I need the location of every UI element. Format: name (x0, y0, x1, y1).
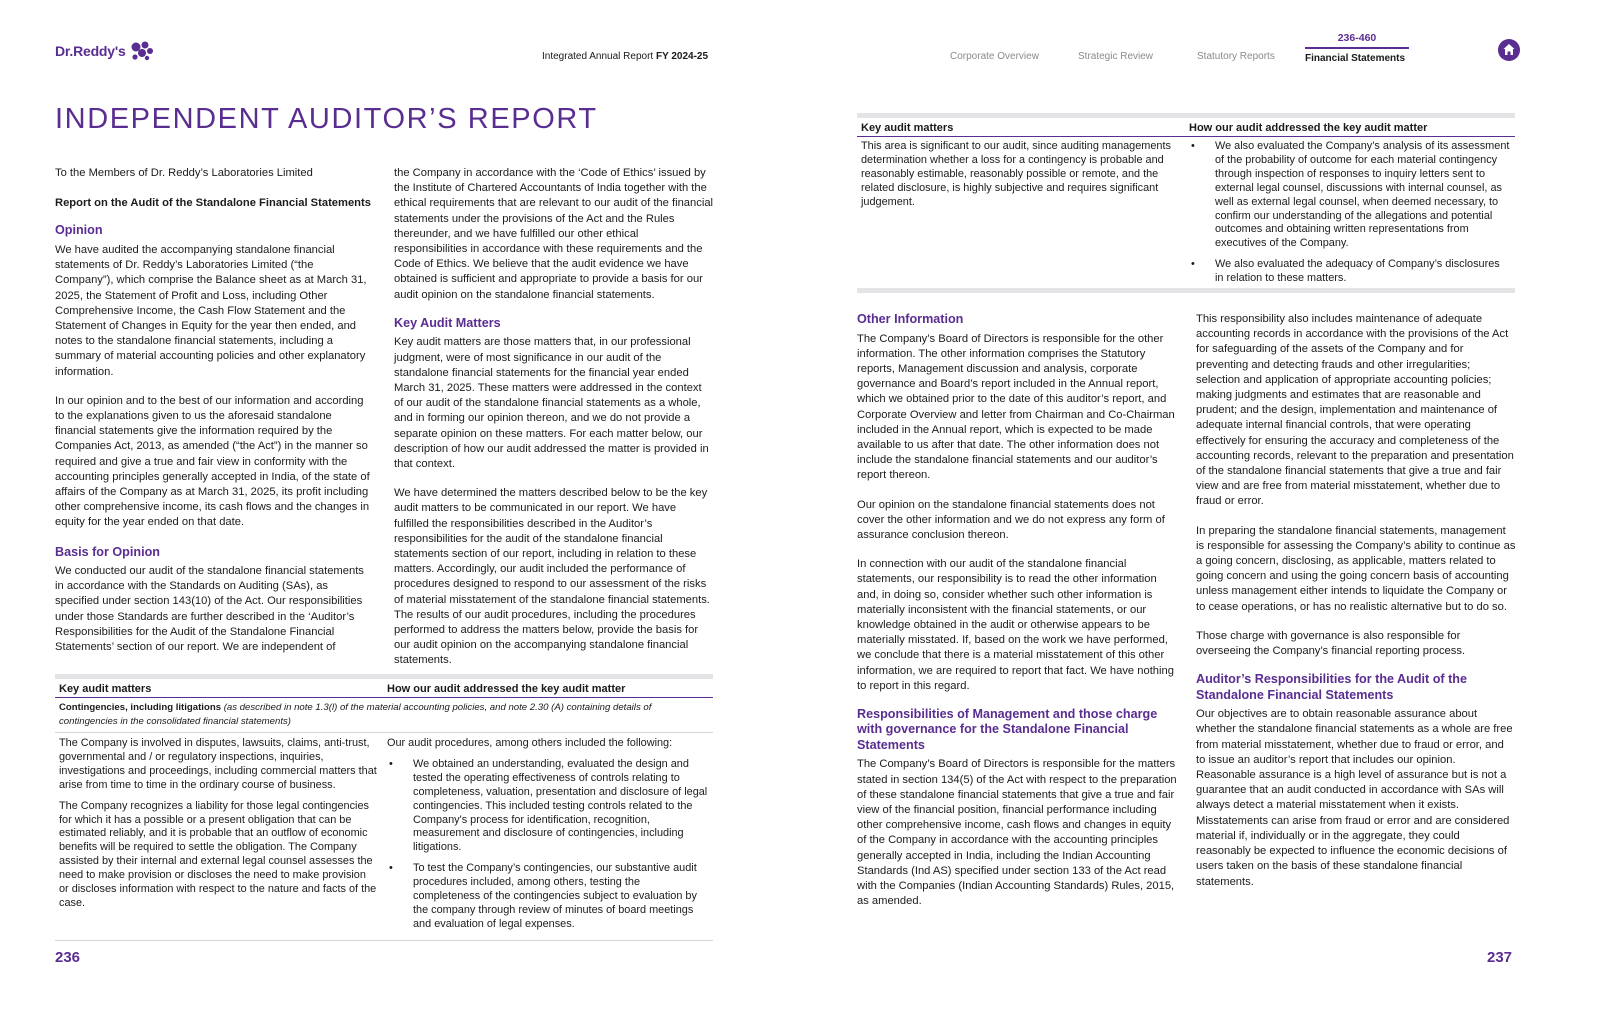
page-title: INDEPENDENT AUDITOR’S REPORT (55, 103, 598, 135)
nav-corporate-overview[interactable]: Corporate Overview (950, 51, 1039, 62)
table-cell-how-right (1189, 140, 1511, 288)
left-column-1 (55, 166, 375, 670)
left-column-2 (394, 166, 714, 684)
logo-text: Dr.Reddy's (55, 43, 126, 59)
nav-financial-statements[interactable] (1305, 32, 1409, 64)
responsibility-paragraph-1: This responsibility also includes maintenance of adequate accounting records in accordance with the provisions of the Act for safeguarding of the assets of the Company and for preventing and detecting frauds and other irregularities; selection and application of appropriate accounting policies; making judgments and estimates that are reasonable and prudent; and the design, implementation and maintenance of adequate internal financial controls, that were operating effectively for ensuring the accuracy and completeness of the accounting records, relevant to the preparation and presentation of the standalone financial statements that give a true and fair view and are free from material misstatement, whether due to fraud or error. (1196, 313, 1514, 508)
other-info-paragraph-1: The Company’s Board of Directors is responsible for the other information. The other information comprises the Statutory reports, Management discussion and analysis, corporate governance and Board’s report included in the Annual report, which we obtained prior to the date of this auditor’s report, and Corporate Overview and letter from Chairman and Co-Chairman included in the Annual report, which is expected to be made available to us after that date. The other information does not include the standalone financial statements and our auditor’s report thereon. (857, 332, 1175, 482)
other-info-paragraph-3: In connection with our audit of the standalone financial statements, our responsibility is to read the other information and, in doing so, consider whether such other information is materially inconsistent with the financial statements, or our knowledge obtained in the audit or otherwise appears to be materially misstated. If, based on the work we have performed, we conclude that there is a material misstatement of this other information, we are required to report that fact. We have nothing to report in this regard. (857, 558, 1174, 692)
nav-underline (1305, 47, 1409, 49)
table-how-bullet-2: • To test the Company’s contingencies, our substantive audit procedures included, among others, testing the completeness of the contingencies subject to evaluation by the company through review of minutes of board meetings and evaluation of legal expenses. (387, 862, 709, 932)
right-column-1 (857, 312, 1179, 925)
table-kam-paragraph-1: The Company is involved in disputes, lawsuits, claims, anti-trust, governmental and / or regulatory inspections, inquiries, investigations and proceedings, including commercial matters that arise from time to time in the ordinary course of business. (59, 737, 377, 791)
nav-financial-statements-label: Financial Statements (1305, 53, 1406, 64)
report-title-text: Integrated Annual Report (542, 51, 656, 62)
kam-heading: Key Audit Matters (394, 315, 501, 330)
responsibility-paragraph-3: Those charge with governance is also responsible for overseeing the Company’s financial reporting process. (1196, 629, 1466, 658)
table-header-row (55, 679, 713, 697)
table-header-how-right: How our audit addressed the key audit matter (1189, 122, 1428, 134)
kam-paragraph-1: Key audit matters are those matters that, in our professional judgment, were of most significance in our audit of the standalone financial statements for the financial year ended March 31, 2025. These matters were addressed in the context of our audit of the standalone financial statements as a whole, and in forming our opinion thereon, and we do not provide a separate opinion on these matters. For each matter below, our description of how our audit addressed the matter is provided in that context. (394, 336, 709, 470)
kam-paragraph-2: We have determined the matters described below to be the key audit matters to be communicated in our report. We have fulfilled the responsibilities described in the Auditor’s responsibilities for the audit of the standalone financial statements section of our report, including in relation to these matters. Accordingly, our audit included the performance of procedures designed to respond to our assessment of the risks of material misstatement of the standalone financial statements. The results of our audit procedures, including the procedures performed to address the matters below, provide the basis for our audit opinion on the accompanying standalone financial statements. (394, 487, 710, 667)
home-icon (1498, 39, 1520, 61)
basis-paragraph: We conducted our audit of the standalone financial statements in accordance with the Standards on Auditing (SAs), as specified under section 143(10) of the Act. Our responsibilities under those Standards are further described in the ‘Auditor’s Responsibilities for the Audit of the Standalone Financial Statements’ section of our report. We are independent of (55, 565, 364, 654)
logo[interactable] (55, 40, 155, 62)
table-bottom-rule (55, 940, 713, 941)
table-cell-kam-right: This area is significant to our audit, since auditing managements determination whether a loss for a contingency is probable and reasonably estimable, reasonably possible or remote, and the related disclosure, is highly subjective and requires significant judgement. (861, 140, 1171, 208)
table-header-kam: Key audit matters (59, 683, 152, 695)
page-number-right: 237 (1487, 949, 1513, 966)
logo-mark-icon (129, 40, 155, 62)
responsibilities-heading: Responsibilities of Management and those charge with governance for the Standalone Financial Statements (857, 706, 1158, 752)
table-how-list (387, 758, 709, 932)
page-range: 236-460 (1337, 32, 1377, 44)
table-header-how: How our audit addressed the key audit matter (387, 683, 626, 695)
basis-heading: Basis for Opinion (55, 544, 160, 559)
nav-strategic-review[interactable]: Strategic Review (1078, 51, 1154, 62)
report-year: FY 2024-25 (655, 51, 709, 62)
responsibilities-paragraph: The Company’s Board of Directors is responsible for the matters stated in section 134(5) of the Act with respect to the preparation of these standalone financial statements that give a true and fair view of the financial position, financial performance including other comprehensive income, cash flows and changes in equity of the Company in accordance with the accounting principles generally accepted in India, including the Indian Accounting Standards (Ind AS) specified under section 133 of the Act read with the Companies (Indian Accounting Standards) Rules, 2015, as amended. (857, 758, 1177, 908)
table-how-list-right (1189, 140, 1511, 286)
opinion-paragraph-2: In our opinion and to the best of our information and according to the explanations given to us the aforesaid standalone financial statements give the information required by the Companies Act, 2013, as amended (“the Act”) in the manner so required and give a true and fair view in conformity with the accounting principles generally accepted in India, of the state of affairs of the Company as at March 31, 2025, its profit including other comprehensive income, its cash flows and the changes in equity for the year ended on that date. (55, 394, 370, 529)
table-kam-paragraph-2: The Company recognizes a liability for those legal contingencies for which it has a possible or a present obligation that can be estimated reliably, and it is probable that an outflow of economic benefits will be required to settle the obligation. The Company assisted by their internal and external legal counsel assesses the need to make provision or discloses the need to make provision or discloses information with respect to the nature and facts of the case. (59, 799, 377, 909)
nav-statutory-reports[interactable]: Statutory Reports (1197, 51, 1275, 62)
kam-table-right (857, 113, 1515, 293)
table-bottombar-right (857, 288, 1515, 293)
table-row-title (55, 698, 713, 732)
auditor-responsibilities-heading: Auditor’s Responsibilities for the Audit of the Standalone Financial Statements (1196, 672, 1467, 702)
report-heading: Report on the Audit of the Standalone Financial Statements (55, 197, 371, 210)
page-number-left: 236 (55, 949, 81, 966)
table-header-row-right (857, 118, 1515, 136)
table-header-kam-right: Key audit matters (861, 122, 954, 134)
row-title-note: (as described in note 1.3(l) of the material accounting policies, and note 2.30 (A) containing details of contingencies in the consolidated financial statements) (59, 702, 652, 727)
table-cell-how (387, 737, 709, 939)
report-title (542, 51, 708, 62)
other-info-paragraph-2: Our opinion on the standalone financial statements does not cover the other information and we do not express any form of assurance conclusion thereon. (857, 498, 1165, 541)
ethics-paragraph: the Company in accordance with the ‘Code of Ethics’ issued by the Institute of Chartered Accountants of India together with the ethical requirements that are relevant to our audit of the financial statements under the provisions of the Act and the Rules thereunder, and we have fulfilled our other ethical responsibilities in accordance with these requirements and the Code of Ethics. We believe that the audit evidence we have obtained is sufficient and appropriate to provide a basis for our audit opinion on the standalone financial statements. (394, 167, 714, 301)
auditor-responsibilities-paragraph: Our objectives are to obtain reasonable assurance about whether the standalone financial statements as a whole are free from material misstatement, whether due to fraud or error, and to issue an auditor’s report that includes our opinion. Reasonable assurance is a high level of assurance but is not a guarantee that an audit conducted in accordance with SAs will always detect a material misstatement when it exists. Misstatements can arise from fraud or error and are considered material if, individually or in the aggregate, they could reasonably be expected to influence the economic decisions of users taken on the basis of these standalone financial statements. (1196, 708, 1513, 888)
table-how-bullet-1: • We obtained an understanding, evaluated the design and tested the operating effectiveness of controls relating to completeness, valuation, presentation and disclosure of legal contingencies. This included testing controls related to the Company's process for identification, recognition, measurement and disclosure of contingencies, including litigations. (387, 758, 709, 855)
kam-table-left (55, 674, 713, 941)
row-title: Contingencies, including litigations (59, 702, 222, 713)
table-row (55, 733, 713, 939)
other-info-heading: Other Information (857, 312, 964, 326)
right-column-2 (1196, 312, 1516, 905)
table-cell-kam (59, 737, 387, 939)
responsibility-paragraph-2: In preparing the standalone financial statements, management is responsible for assessing the Company’s ability to continue as a going concern, disclosing, as applicable, matters related to going concern and using the going concern basis of accounting unless management either intends to liquidate the Company or to cease operations, or has no realistic alternative but to do so. (1196, 524, 1516, 613)
to-members: To the Members of Dr. Reddy’s Laboratories Limited (55, 167, 313, 179)
table-row-right (857, 137, 1515, 288)
table-how-bullet-right-2: • We also evaluated the adequacy of Company’s disclosures in relation to these matters. (1189, 258, 1511, 286)
table-how-intro: Our audit procedures, among others included the following: (387, 737, 673, 749)
home-button[interactable] (1498, 39, 1520, 61)
opinion-paragraph-1: We have audited the accompanying standalone financial statements of Dr. Reddy’s Laboratories Limited (“the Company”), which comprise the Balance sheet as at March 31, 2025, the Statement of Profit and Loss, including Other Comprehensive Income, the Cash Flow Statement and the Statement of Changes in Equity for the year then ended, and notes to the standalone financial statements, including a summary of material accounting policies and other explanatory information. (55, 243, 367, 378)
opinion-heading: Opinion (55, 223, 103, 238)
table-how-bullet-right-1: • We also evaluated the Company’s analysis of its assessment of the probability of outcome for each material contingency through inspection of responses to inquiry letters sent to external legal counsel, discussions with internal counsel, as well as external legal counsel, when deemed necessary, to confirm our understanding of the allegations and potential outcomes and obtaining written representations from executives of the Company. (1189, 140, 1511, 251)
